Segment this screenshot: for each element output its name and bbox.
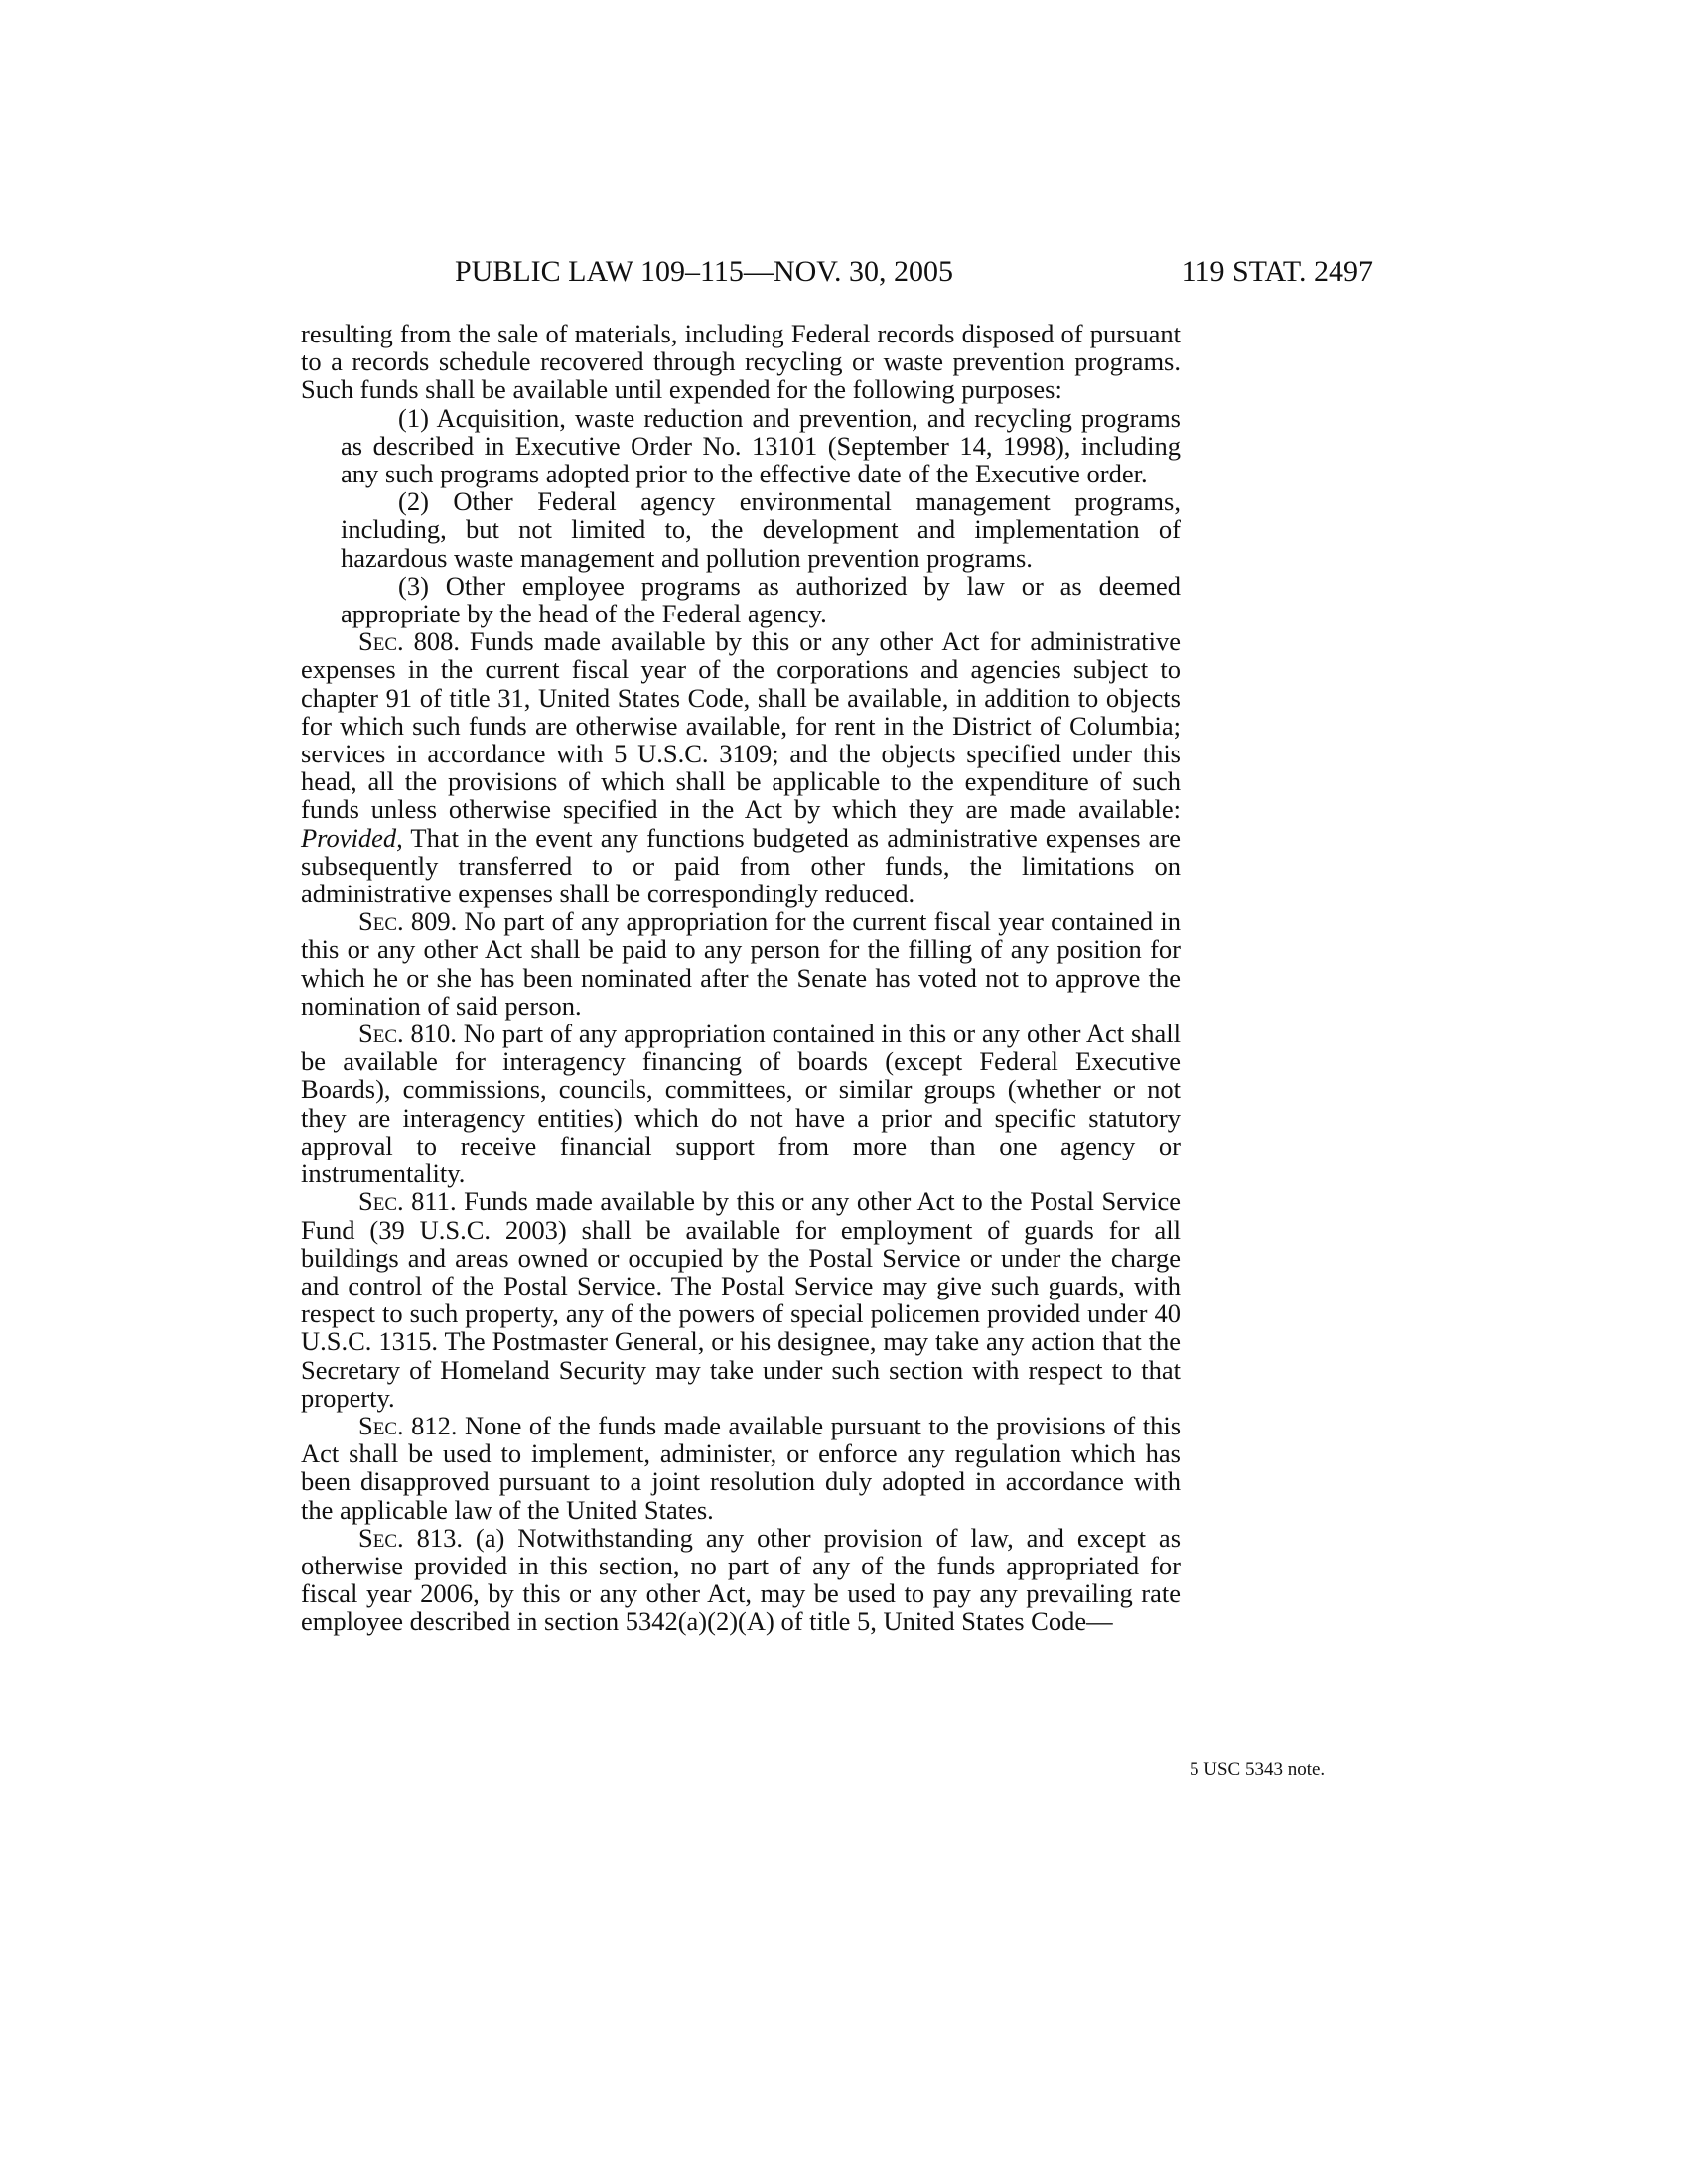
section-809 (301, 907, 1181, 1020)
section-810-label: Sec. 810. (358, 1019, 457, 1049)
section-813-text: (a) Notwithstanding any other provision of law, and except as otherwise provided in this section, no part of any of the funds appropriated for fiscal year 2006, by this or any other Act, may be used to pay any prevailing rate employee described in section 5342(a)(2)(A) of title 5, United States Code— (301, 1522, 1182, 1637)
list-item-3: (3) Other employee programs as authorized by law or as deemed appropriate by the head of the Federal agency. (341, 570, 1181, 629)
section-813 (301, 1524, 1181, 1636)
margin-note-usc: 5 USC 5343 note. (1190, 1759, 1326, 1780)
statute-page-number: 119 STAT. 2497 (1181, 255, 1373, 288)
section-808-text-a: Funds made available by this or any other Act for administrative expenses in the current fiscal year of the corporations and agencies subject to chapter 91 of title 31, United States Code, shall be available, in addition to objects for which such funds are otherwise available, for rent in the District of Columbia; services in accordance with 5 U.S.C. 3109; and the objects specified under this head, all the provisions of which shall be applicable to the expenditure of such funds unless otherwise specified in the Act by which they are made available: (301, 626, 1182, 825)
paragraph-continuation: resulting from the sale of materials, including Federal records disposed of pursuant to a records schedule recovered through recycling or waste prevention programs. Such funds shall be available until expended for the following purposes: (301, 319, 1181, 405)
section-808-label: Sec. 808. (358, 626, 460, 657)
section-808 (301, 627, 1181, 907)
section-808-provided: Provided, (301, 822, 403, 853)
section-813-label: Sec. 813. (358, 1522, 463, 1553)
section-810-text: No part of any appropriation contained in this or any other Act shall be available for interagency financing of boards (except Federal Executive Boards), commissions, councils, committees, or similar groups (whether or not they are interagency entities) which do not have a prior and specific statutory approval to receive financial support from more than one agency or instrumentality. (301, 1019, 1181, 1189)
body-text (301, 320, 1181, 1636)
section-812-text: None of the funds made available pursuant to the provisions of this Act shall be used to implement, administer, or enforce any regulation which has been disapproved pursuant to a joint resolution duly adopted in accordance with the applicable law of the United States. (301, 1410, 1182, 1525)
section-810 (301, 1020, 1181, 1187)
list-item-1: (1) Acquisition, waste reduction and prevention, and recycling programs as described in Executive Order No. 13101 (September 14, 1998), including any such programs adopted prior to the effective date of the Executive order. (341, 402, 1181, 489)
list-item-2: (2) Other Federal agency environmental management programs, including, but not limited to, the development and implementation of hazardous waste management and pollution prevention programs. (341, 486, 1181, 573)
public-law-title: PUBLIC LAW 109–115—NOV. 30, 2005 (455, 255, 954, 288)
running-head (301, 248, 1373, 296)
section-812 (301, 1412, 1181, 1524)
section-811-text: Funds made available by this or any other Act to the Postal Service Fund (39 U.S.C. 2003) shall be available for employment of guards for all buildings and areas owned or occupied by the Postal Service or under the charge and control of the Postal Service. The Postal Service may give such guards, with respect to such property, any of the powers of special policemen provided under 40 U.S.C. 1315. The Postmaster General, or his designee, may take any action that the Secretary of Homeland Security may take under such section with respect to that property. (301, 1186, 1181, 1413)
section-811-label: Sec. 811. (358, 1186, 457, 1217)
section-808-text-b: That in the event any functions budgeted as administrative expenses are subsequently transferred to or paid from other funds, the limitations on administrative expenses shall be correspondingly reduced. (301, 822, 1181, 909)
section-811 (301, 1187, 1181, 1412)
section-809-label: Sec. 809. (358, 906, 458, 937)
section-812-label: Sec. 812. (358, 1410, 458, 1440)
section-809-text: No part of any appropriation for the current fiscal year contained in this or any other Act shall be paid to any person for the filling of any position for which he or she has been nominated after the Senate has voted not to approve the nomination of said person. (301, 906, 1181, 1021)
